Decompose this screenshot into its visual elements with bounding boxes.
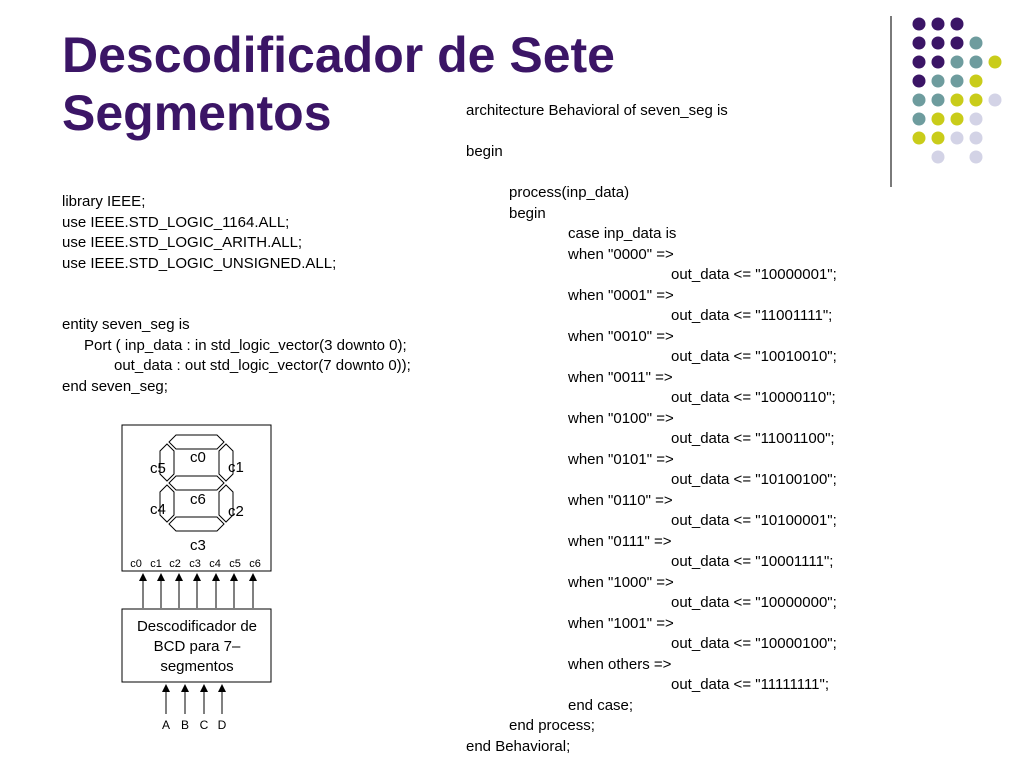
code-line: when "0001" => [568, 286, 674, 304]
code-line: out_data <= "11001111"; [671, 307, 833, 324]
label-c6: c6 [190, 491, 206, 508]
input-label-b: B [180, 718, 190, 732]
code-line: when "0101" => [568, 450, 674, 468]
dot [913, 75, 926, 88]
decoder-label-line-2: BCD para 7– [153, 638, 241, 655]
code-line: use IEEE.STD_LOGIC_1164.ALL; [62, 213, 290, 231]
code-line: Port ( inp_data : in std_logic_vector(3 downto 0); [84, 336, 407, 354]
dot [932, 113, 945, 126]
code-line: end case; [568, 696, 634, 714]
code-line: out_data : out std_logic_vector(7 downto 0)); [114, 357, 411, 374]
code-line: out_data <= "10000000"; [671, 594, 837, 611]
output-label-c2: c2 [169, 558, 181, 570]
label-c1: c1 [228, 459, 244, 476]
dot [970, 94, 983, 107]
code-line: when "1001" => [568, 614, 674, 632]
code-line: use IEEE.STD_LOGIC_ARITH.ALL; [62, 234, 303, 251]
output-label-c0: c0 [130, 558, 142, 570]
dot [913, 132, 926, 145]
dot [932, 94, 945, 107]
code-line: library IEEE; [62, 193, 146, 210]
code-line: out_data <= "10010010"; [671, 348, 837, 365]
dot [932, 75, 945, 88]
code-line: when "0110" => [568, 491, 673, 509]
segment-c0 [169, 435, 224, 449]
code-line: out_data <= "10100001"; [671, 512, 837, 529]
code-line: begin [466, 143, 503, 160]
output-label-c5: c5 [229, 558, 241, 570]
dot [951, 75, 964, 88]
dot [970, 151, 983, 164]
input-label-d: D [217, 718, 227, 732]
dot [970, 75, 983, 88]
dot-row-6 [913, 113, 983, 126]
dot [913, 18, 926, 31]
code-line: when "0000" => [568, 245, 674, 263]
code-line-blank [62, 274, 411, 295]
dot [970, 37, 983, 50]
decoder-label-line-3: segmentos [160, 658, 234, 675]
code-line: when "1000" => [568, 573, 674, 591]
code-line: end seven_seg; [62, 377, 168, 395]
label-c5: c5 [150, 460, 166, 477]
dot [913, 113, 926, 126]
label-c3: c3 [190, 537, 206, 554]
code-line: use IEEE.STD_LOGIC_UNSIGNED.ALL; [62, 254, 337, 272]
dot [932, 151, 945, 164]
code-line: end Behavioral; [466, 737, 571, 755]
code-line: case inp_data is [568, 225, 677, 242]
decorative-dot-grid [900, 12, 1010, 167]
code-line: out_data <= "10000110"; [671, 389, 836, 406]
dot [989, 56, 1002, 69]
code-line-blank [466, 122, 837, 143]
dot-row-8 [932, 151, 983, 164]
dot [951, 113, 964, 126]
entity-code-block [62, 192, 411, 397]
decoder-label-line-1: Descodificador de [136, 618, 258, 635]
code-line: out_data <= "10000100"; [671, 635, 837, 652]
dot [970, 132, 983, 145]
code-line: when others => [568, 655, 672, 673]
decorative-divider [890, 16, 892, 187]
dot [951, 37, 964, 50]
input-label-c: C [199, 718, 209, 732]
dot-row-4 [913, 75, 983, 88]
input-label-a: A [161, 718, 171, 732]
segment-c3 [169, 517, 224, 531]
dot [913, 37, 926, 50]
code-line: when "0011" => [568, 368, 673, 386]
dot-row-2 [913, 37, 983, 50]
dot [913, 94, 926, 107]
code-line: end process; [509, 717, 595, 734]
seven-segment-diagram [100, 420, 290, 740]
code-line: out_data <= "11001100"; [671, 430, 835, 447]
dot [951, 132, 964, 145]
dot [970, 113, 983, 126]
dot [932, 56, 945, 69]
code-line: when "0010" => [568, 327, 674, 345]
dot [951, 94, 964, 107]
code-line: out_data <= "10100100"; [671, 471, 837, 488]
code-line-blank [62, 295, 411, 316]
code-line: out_data <= "11111111"; [671, 676, 830, 693]
dot [932, 132, 945, 145]
code-line: when "0111" => [568, 532, 672, 550]
architecture-code-block [466, 101, 837, 757]
code-line: when "0100" => [568, 409, 674, 427]
code-line: architecture Behavioral of seven_seg is [466, 102, 728, 119]
title-line-2: Segmentos [62, 85, 332, 141]
output-label-c6: c6 [249, 558, 261, 570]
dot [989, 94, 1002, 107]
code-line-blank [466, 163, 837, 184]
dot [913, 56, 926, 69]
code-line: entity seven_seg is [62, 316, 190, 333]
title-line-1: Descodificador de Sete [62, 27, 615, 83]
dot [951, 18, 964, 31]
dot-row-3 [913, 56, 1002, 69]
code-line: process(inp_data) [509, 184, 630, 201]
segment-c6 [169, 476, 224, 490]
label-c4: c4 [150, 501, 166, 518]
output-label-c1: c1 [150, 558, 162, 570]
label-c0: c0 [190, 449, 206, 466]
dot [951, 56, 964, 69]
dot-row-1 [913, 18, 964, 31]
dot-row-5 [913, 94, 1002, 107]
dot [932, 18, 945, 31]
dot [970, 56, 983, 69]
code-line: begin [509, 204, 546, 222]
dot-row-7 [913, 132, 983, 145]
dot [932, 37, 945, 50]
output-label-c3: c3 [189, 558, 201, 570]
code-line: out_data <= "10001111"; [671, 553, 834, 570]
code-line: out_data <= "10000001"; [671, 266, 837, 283]
label-c2: c2 [228, 503, 244, 520]
output-label-c4: c4 [209, 558, 221, 570]
